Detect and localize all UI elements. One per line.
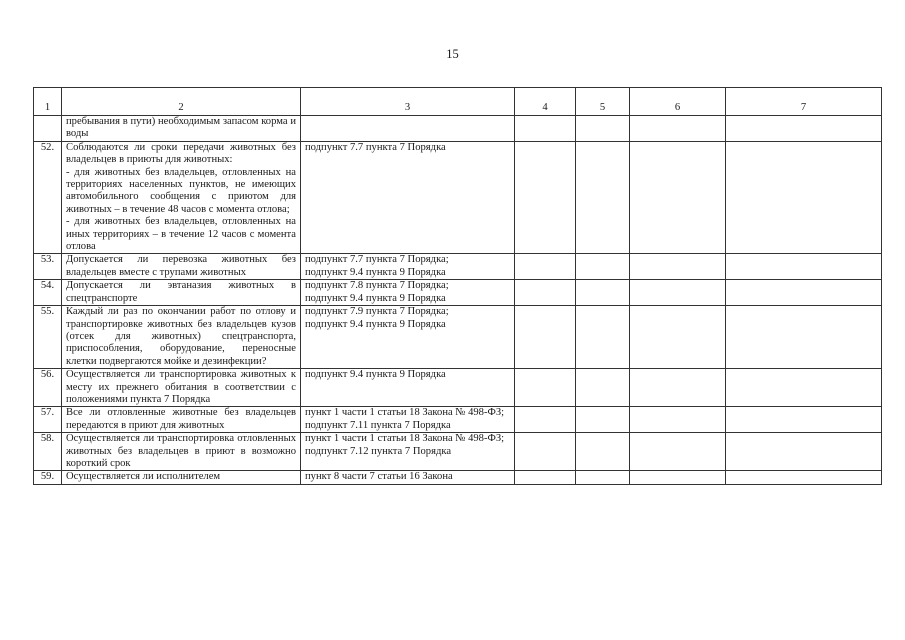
reference-cell (301, 254, 515, 280)
question-cell (62, 471, 301, 484)
question-text: Осуществляется ли исполнителем (66, 471, 221, 483)
question-text: пребывания в пути) необходимым запасом корма и воды (66, 116, 296, 140)
reference-text: подпункт 9.4 пункта 9 Порядка (305, 369, 446, 381)
answer-cell-col-7 (726, 433, 882, 471)
row-number: 53. (34, 254, 62, 280)
question-text: Все ли отловленные животные без владельцев передаются в приют для животных (66, 407, 296, 431)
table-row (34, 306, 882, 369)
answer-cell-col-7 (726, 116, 882, 142)
answer-cell-col-6 (630, 306, 726, 369)
answer-cell-col-6 (630, 280, 726, 306)
answer-cell-col-6 (630, 407, 726, 433)
answer-cell-col-6 (630, 369, 726, 407)
reference-cell (301, 433, 515, 471)
answer-cell-col-7 (726, 306, 882, 369)
col-header-1: 1 (34, 88, 62, 116)
reference-text: подпункт 9.4 пункта 9 Порядка (305, 318, 446, 330)
answer-cell-col-5 (576, 254, 630, 280)
header-row (34, 88, 882, 116)
answer-cell-col-7 (726, 369, 882, 407)
question-text: - для животных без владельцев, отловленных на иных территориях – в течение 12 часов с момента отлова (66, 216, 296, 253)
answer-cell-col-6 (630, 471, 726, 484)
table-row (34, 254, 882, 280)
row-number: 52. (34, 141, 62, 254)
col-header-4: 4 (515, 88, 576, 116)
answer-cell-col-7 (726, 407, 882, 433)
reference-cell (301, 369, 515, 407)
question-cell (62, 407, 301, 433)
answer-cell-col-7 (726, 280, 882, 306)
answer-cell-col-6 (630, 116, 726, 142)
checklist-table (33, 87, 882, 485)
reference-text: подпункт 7.7 пункта 7 Порядка (305, 141, 446, 153)
answer-cell-col-5 (576, 141, 630, 254)
reference-cell (301, 306, 515, 369)
table-row (34, 471, 882, 484)
row-number: 56. (34, 369, 62, 407)
col-header-5: 5 (576, 88, 630, 116)
reference-cell (301, 407, 515, 433)
answer-cell-col-4 (515, 369, 576, 407)
row-number: 59. (34, 471, 62, 484)
answer-cell-col-4 (515, 254, 576, 280)
reference-cell (301, 280, 515, 306)
row-number (34, 116, 62, 142)
answer-cell-col-5 (576, 116, 630, 142)
reference-text: подпункт 7.8 пункта 7 Порядка; (305, 280, 449, 292)
col-header-7: 7 (726, 88, 882, 116)
reference-text: подпункт 7.9 пункта 7 Порядка; (305, 306, 449, 318)
table-row (34, 433, 882, 471)
reference-text: подпункт 7.11 пункта 7 Порядка (305, 419, 451, 431)
answer-cell-col-6 (630, 433, 726, 471)
question-cell (62, 254, 301, 280)
question-cell (62, 141, 301, 254)
reference-text: подпункт 9.4 пункта 9 Порядка (305, 266, 446, 278)
table-row (34, 280, 882, 306)
answer-cell-col-4 (515, 433, 576, 471)
col-header-6: 6 (630, 88, 726, 116)
answer-cell-col-4 (515, 407, 576, 433)
reference-cell (301, 116, 515, 142)
reference-text: пункт 1 части 1 статьи 18 Закона № 498-ФЗ; (305, 407, 505, 419)
answer-cell-col-5 (576, 433, 630, 471)
answer-cell-col-6 (630, 254, 726, 280)
row-number: 57. (34, 407, 62, 433)
table-row (34, 369, 882, 407)
question-text: Соблюдаются ли сроки передачи животных без владельцев в приюты для животных: (66, 141, 296, 166)
reference-text: подпункт 9.4 пункта 9 Порядка (305, 292, 446, 304)
answer-cell-col-4 (515, 141, 576, 254)
question-text: Допускается ли эвтаназия животных в спецтранспорте (66, 280, 296, 304)
question-cell (62, 433, 301, 471)
reference-text: подпункт 7.7 пункта 7 Порядка; (305, 254, 449, 266)
row-number: 54. (34, 280, 62, 306)
answer-cell-col-4 (515, 116, 576, 142)
answer-cell-col-7 (726, 254, 882, 280)
question-cell (62, 280, 301, 306)
table-row (34, 116, 882, 142)
answer-cell-col-5 (576, 280, 630, 306)
reference-cell (301, 471, 515, 484)
row-number: 58. (34, 433, 62, 471)
table-row (34, 141, 882, 254)
answer-cell-col-5 (576, 407, 630, 433)
reference-cell (301, 141, 515, 254)
answer-cell-col-7 (726, 471, 882, 484)
question-text: Осуществляется ли транспортировка отловленных животных без владельцев в приют в возможно короткий срок (66, 433, 296, 469)
page-number: 15 (446, 47, 459, 61)
answer-cell-col-7 (726, 141, 882, 254)
question-text: Осуществляется ли транспортировка животных к месту их прежнего обитания в соответствии с положениями пункта 7 Порядка (66, 369, 296, 405)
question-text: Каждый ли раз по окончании работ по отлову и транспортировке животных без владельцев кузов (отсек для животных) спецтранспорта, приспособления, оборудование, переносные клетки подвергаются мойке и дезинфекции? (66, 306, 296, 367)
table-body (34, 116, 882, 485)
question-cell (62, 306, 301, 369)
col-header-2: 2 (62, 88, 301, 116)
answer-cell-col-5 (576, 369, 630, 407)
table-row (34, 407, 882, 433)
answer-cell-col-4 (515, 280, 576, 306)
row-number: 55. (34, 306, 62, 369)
answer-cell-col-5 (576, 471, 630, 484)
reference-text: пункт 8 части 7 статьи 16 Закона (305, 471, 453, 483)
answer-cell-col-5 (576, 306, 630, 369)
answer-cell-col-4 (515, 471, 576, 484)
question-cell (62, 369, 301, 407)
question-text: - для животных без владельцев, отловленных на территориях населенных пунктов, не имеющих автомобильного сообщения с приютом для животных – в течение 48 часов с момента отлова; (66, 166, 296, 215)
answer-cell-col-4 (515, 306, 576, 369)
col-header-3: 3 (301, 88, 515, 116)
reference-text: пункт 1 части 1 статьи 18 Закона № 498-ФЗ; (305, 433, 505, 445)
answer-cell-col-6 (630, 141, 726, 254)
question-text: Допускается ли перевозка животных без владельцев вместе с трупами животных (66, 254, 296, 278)
question-cell (62, 116, 301, 142)
reference-text: подпункт 7.12 пункта 7 Порядка (305, 445, 452, 457)
